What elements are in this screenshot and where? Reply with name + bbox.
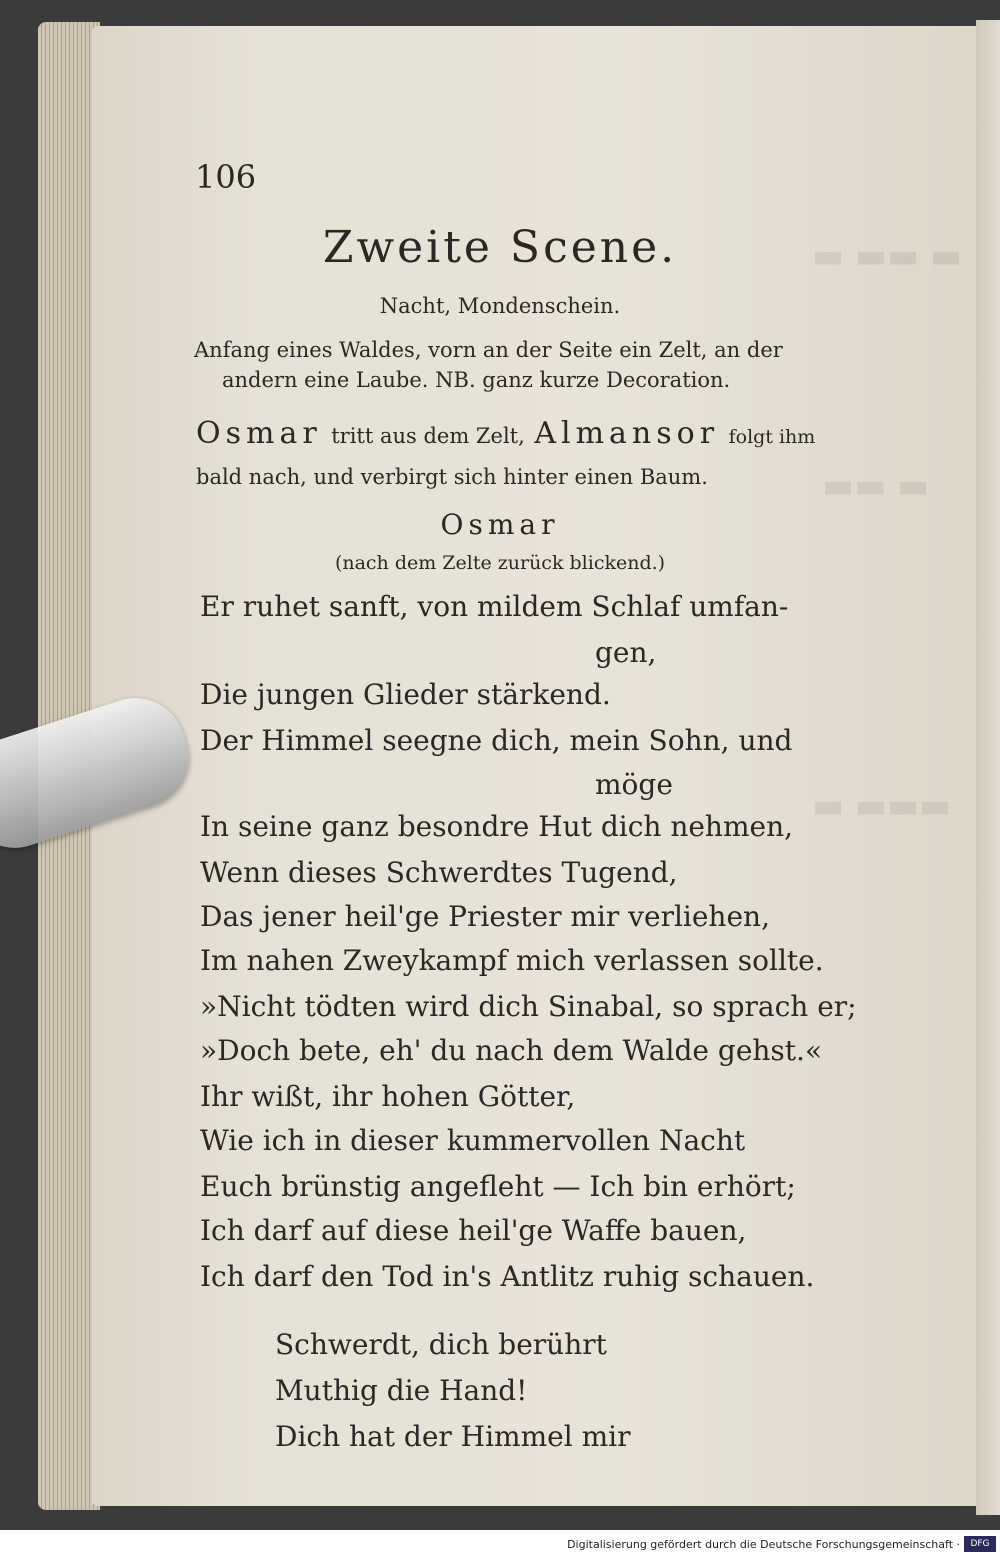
speech-line: Die jungen Glieder stärkend.	[200, 678, 611, 711]
speech-line: Er ruhet sanft, von mildem Schlaf umfan-	[200, 590, 789, 623]
song-line: Muthig die Hand!	[275, 1374, 528, 1407]
song-line: Schwerdt, dich berührt	[275, 1328, 607, 1361]
setting-place-line-2: andern eine Laube. NB. ganz kurze Decoration.	[222, 368, 731, 392]
bleed-through-text: ▬ ▬▬▬	[812, 786, 952, 826]
speech-line: »Doch bete, eh' du nach dem Walde gehst.«	[200, 1034, 823, 1067]
page-number: 106	[195, 158, 257, 196]
action-line-1	[196, 416, 815, 451]
speech-line: Ich darf auf diese heil'ge Waffe bauen,	[200, 1214, 747, 1247]
speaker-name: Osmar	[440, 508, 560, 541]
setting-place-line-1: Anfang eines Waldes, vorn an der Seite ein Zelt, an der	[194, 338, 783, 362]
speech-line-continued: möge	[595, 768, 673, 801]
song-line: Dich hat der Himmel mir	[275, 1420, 631, 1453]
character-name-osmar: Osmar	[196, 416, 322, 451]
speech-line: Wie ich in dieser kummervollen Nacht	[200, 1124, 746, 1157]
scene-heading: Zweite Scene.	[322, 222, 678, 273]
speech-line: Der Himmel seegne dich, mein Sohn, und	[200, 724, 793, 757]
setting-time: Nacht, Mondenschein.	[379, 294, 621, 318]
speech-line: Ihr wißt, ihr hohen Götter,	[200, 1080, 576, 1113]
dfg-logo: DFG	[964, 1536, 996, 1552]
digitization-credit: Digitalisierung gefördert durch die Deutsche Forschungsgemeinschaft ·	[567, 1538, 960, 1551]
speech-line: In seine ganz besondre Hut dich nehmen,	[200, 810, 794, 843]
speech-line-continued: gen,	[595, 636, 657, 669]
speech-line: Ich darf den Tod in's Antlitz ruhig schauen.	[200, 1260, 815, 1293]
bleed-through-text: ▬ ▬▬ ▬	[812, 236, 963, 276]
bleed-through-text: ▬▬ ▬	[822, 466, 930, 506]
character-name-almansor: Almansor	[534, 416, 720, 451]
action-text-end: folgt ihm	[728, 426, 816, 448]
action-text: tritt aus dem Zelt,	[331, 424, 525, 448]
speech-line: Das jener heil'ge Priester mir verliehen,	[200, 900, 770, 933]
action-line-2: bald nach, und verbirgt sich hinter einen Baum.	[196, 465, 708, 489]
speech-line: Euch brünstig angefleht — Ich bin erhört;	[200, 1170, 796, 1203]
speech-line: Im nahen Zweykampf mich verlassen sollte.	[200, 944, 824, 977]
speech-line: »Nicht tödten wird dich Sinabal, so sprach er;	[200, 990, 857, 1023]
speech-line: Wenn dieses Schwerdtes Tugend,	[200, 856, 678, 889]
speaker-direction: (nach dem Zelte zurück blickend.)	[334, 552, 666, 574]
